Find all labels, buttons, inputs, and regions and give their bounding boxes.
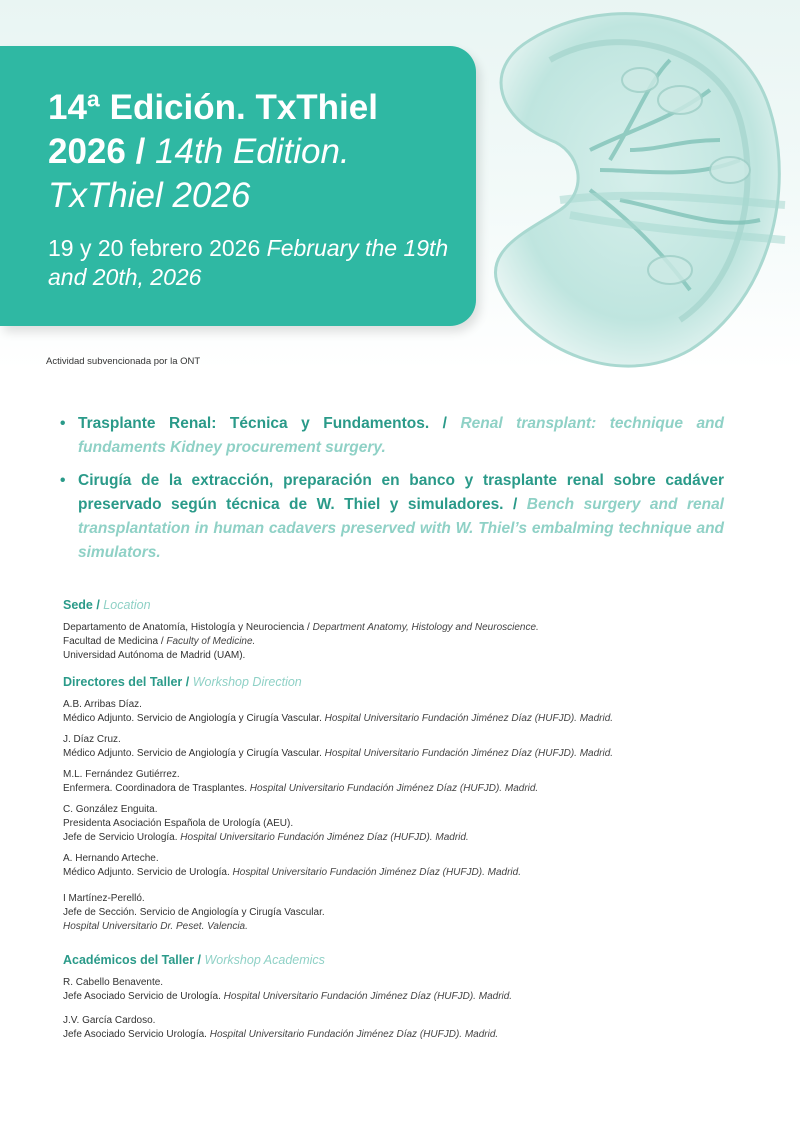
list-item — [60, 469, 724, 565]
venue-text: Universidad Autónoma de Madrid (UAM). — [63, 650, 246, 661]
person-role — [63, 866, 763, 880]
heading-spanish: Directores del Taller / — [63, 675, 193, 689]
list-item — [60, 412, 724, 460]
role-institution: Hospital Universitario Fundación Jiménez Díaz (HUFJD). Madrid. — [223, 991, 513, 1002]
title-english: 14th Edition. TxThiel 2026 — [48, 132, 350, 215]
person-name: A.B. Arribas Díaz. — [63, 699, 142, 710]
venue-text-english: Faculty of Medicine. — [166, 636, 256, 647]
topics-list — [60, 412, 724, 574]
list-item — [63, 852, 763, 880]
person-name: R. Cabello Benavente. — [63, 977, 164, 988]
heading-english: Location — [103, 598, 151, 612]
topic-english: Renal transplant: technique and fundaments Kidney procurement surgery. — [78, 415, 724, 456]
role-text: Jefe de Sección. Servicio de Angiología y Cirugía Vascular. — [63, 907, 325, 918]
info-section — [63, 598, 763, 1049]
list-item — [63, 1014, 763, 1042]
person-name: J.V. García Cardoso. — [63, 1015, 156, 1026]
person-role — [63, 747, 763, 761]
venue-text: Departamento de Anatomía, Histología y Neurociencia / — [63, 622, 313, 633]
role-text: Médico Adjunto. Servicio de Angiología y Cirugía Vascular. — [63, 748, 325, 759]
role-institution: Hospital Universitario Fundación Jiménez Díaz (HUFJD). Madrid. — [324, 748, 614, 759]
role-text: Médico Adjunto. Servicio de Urología. — [63, 867, 233, 878]
role-text: Presidenta Asociación Española de Urología (AEU). — [63, 818, 294, 829]
person-role — [63, 712, 763, 726]
venue-text: Facultad de Medicina / — [63, 636, 167, 647]
title-spanish: 14ª Edición. TxThiel 2026 / — [48, 88, 378, 171]
topic-spanish: Cirugía de la extracción, preparación en banco y trasplante renal sobre cadáver preservado según técnica de W. Thiel y simuladores. / — [78, 472, 724, 513]
person-role — [63, 782, 763, 796]
person-role — [63, 831, 763, 845]
venue-heading — [63, 598, 763, 612]
role-text: Jefe Asociado Servicio de Urología. — [63, 991, 224, 1002]
subsidy-note: Actividad subvencionada por la ONT — [46, 356, 201, 367]
list-item — [63, 698, 763, 726]
academics-heading — [63, 953, 763, 967]
role-text: Jefe de Servicio Urología. — [63, 832, 181, 843]
heading-spanish: Académicos del Taller / — [63, 953, 205, 967]
list-item — [63, 976, 763, 1004]
heading-spanish: Sede / — [63, 598, 104, 612]
role-institution: Hospital Universitario Fundación Jiménez Díaz (HUFJD). Madrid. — [209, 1029, 499, 1040]
person-role — [63, 906, 763, 920]
role-institution: Hospital Universitario Fundación Jiménez Díaz (HUFJD). Madrid. — [180, 832, 469, 843]
list-item — [63, 892, 763, 934]
heading-english: Workshop Direction — [192, 675, 302, 689]
role-text: Médico Adjunto. Servicio de Angiología y Cirugía Vascular. — [63, 713, 325, 724]
role-institution: Hospital Universitario Dr. Peset. Valencia. — [63, 921, 248, 932]
dates-spanish: 19 y 20 febrero 2026 — [48, 235, 267, 261]
role-text: Enfermera. Coordinadora de Trasplantes. — [63, 783, 250, 794]
event-dates — [48, 234, 458, 292]
role-institution: Hospital Universitario Fundación Jiménez Díaz (HUFJD). Madrid. — [249, 783, 539, 794]
role-institution: Hospital Universitario Fundación Jiménez Díaz (HUFJD). Madrid. — [232, 867, 521, 878]
person-role — [63, 817, 763, 831]
list-item — [63, 768, 763, 796]
venue-text-english: Department Anatomy, Histology and Neuroscience. — [312, 622, 539, 633]
page-title — [48, 86, 448, 218]
bullet-icon: • — [60, 415, 66, 432]
person-name: A. Hernando Arteche. — [63, 853, 159, 864]
person-name: J. Díaz Cruz. — [63, 734, 121, 745]
person-role — [63, 1028, 763, 1042]
person-role — [63, 920, 763, 934]
list-item — [63, 733, 763, 761]
heading-english: Workshop Academics — [204, 953, 325, 967]
venue-line — [63, 649, 763, 663]
person-role — [63, 990, 763, 1004]
person-name: I Martínez-Perelló. — [63, 893, 145, 904]
bullet-icon: • — [60, 472, 66, 489]
person-name: M.L. Fernández Gutiérrez. — [63, 769, 180, 780]
kidney-illustration — [440, 0, 800, 370]
title-banner — [0, 46, 476, 326]
topic-english: Bench surgery and renal transplantation in human cadavers preserved with W. Thiel’s embalming technique and simulators. — [78, 496, 724, 561]
person-name: C. González Enguita. — [63, 804, 158, 815]
dates-english: February the 19th and 20th, 2026 — [48, 235, 449, 290]
role-text: Jefe Asociado Servicio Urología. — [63, 1029, 210, 1040]
venue-line — [63, 635, 763, 649]
role-institution: Hospital Universitario Fundación Jiménez Díaz (HUFJD). Madrid. — [324, 713, 614, 724]
topic-spanish: Trasplante Renal: Técnica y Fundamentos. / — [78, 415, 461, 432]
list-item — [63, 803, 763, 845]
directors-heading — [63, 675, 763, 689]
venue-line — [63, 621, 763, 635]
